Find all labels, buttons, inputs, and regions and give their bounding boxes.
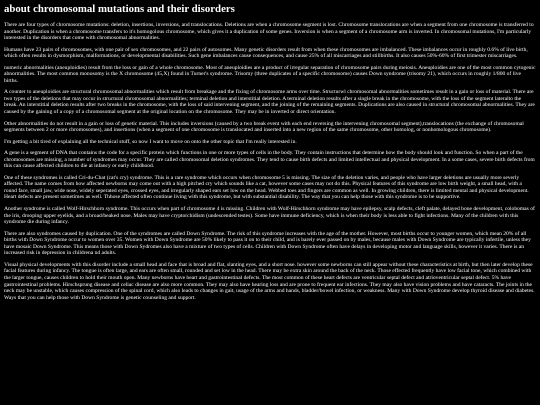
paragraph-deletion-syndromes: A gene is a segment of DNA that contains the code for a specific protein which functions in one or more types of cells in the body. They contain instructions that determine how the body should look and function. So when a part of the chromosomes are missing, a number of syndromes may occur. They are called chromosomal deletion syndromes. They tend to cause birth defects and limited intellectual and physical development. In a some cases, severe birth defects from this can cause affected children to die at infancy or early childhood.: [4, 150, 535, 170]
paragraph-down-syndrome: There are also syndromes caused by duplication. One of the syndromes are called Down Syndrome. The risk of this syndrome increases with the age of the mother. However, most births occur to younger women, which mean 20% of all births with Down Syndrome occur to women over 35. Women with Down Syndrome are 50% likely to pass it on to their child, and is barely ever passed on by males, because males with Down Syndrome are typically infertile, unless they have mosaic Down Syndrome. This means those with Down Sydromes also have a mixture of two types of cells. Children with Down Syndrome often have delays in developing motor and language skills, however it varies. There is an increased risk in depression in childrena nd adults.: [4, 230, 531, 257]
paragraph-chromosome-pairs: Humans have 23 pairs of chromosomes, with one pair of sex chromosomes, and 22 pairs of autosomes. Many genetic disorders result from when these chromosomes are imbalanced. These imbalances occur in roughly 0.6% of live birth, which often results in dysmorphism, malformations, or developmental disabilities. Such gene imbalances cause consequences, and cause 25% of all miscarriages and stillbirths. It also causes 50%-60% of first trimester miscarriages.: [4, 46, 528, 60]
paragraph-wolf-hirschhorn: Another syndrome is called Wolf-Hirschhorn syndrome. This occurs when part of chromosome 4 is missing. Children with Wolf-Hirschhorn syndrome may have epilepsy, scalp defects, cleft palate, delayed bone development, colobomas of the iris, drooping upper eyelids, and a broad/beaked nose. Males may have cryptorchidism (undescended testes). Some have immune deficiency, which is when their body is less able to fight infections. Many of the children with this syndrome die during infancy.: [4, 206, 535, 226]
paragraph-aneuploidies: numeric abnormalities (aneuploidies) result from the loss or gain of a whole chromosome. Most of aneuploidies are a product of irregular separation of chromosome pairs during meiosis. Aneuploidies are one of the most common cytogenic abnormalities. The most common monosomy is the X chromosome (45,X) found in Turner's syndrome. Trisomy (three duplicates of a specific chromosome) causes Down syndrome (trisomy 21), which occurs in roughly 1/800 of live births.: [4, 64, 536, 84]
paragraph-down-syndrome-features: Visual physical developments with this disorder include a small head and face that is broad and flat, slanting eyes, and a short nose. however some newborns can still appear without these characteristics at birth, but then later develop these facial features during infancy. The tongue is often large, and ears are often small, rounded and set low in the head. There may be extra skin around the back of the neck. Those effected frequently have low facial tone, which combined with the larger tongue, causes children to hold their mouth open. Many newborns have heart and gastrointestinal defects. The most common of these heart defects are ventricular septal defect and atrioventricular septal defect. 5% have gastrointestinal problems. Hirschsprung disease and celiac disease are also more common. They may also have hearing loss and are prone to frequent ear infections. They may also have vision problems and have cataracts. The joints in the neck may be unstable, which causes compression of the spinal cord, which also leads to changes in gait, usage of the arms and hands, bladder/bowel infection, or weakness. Many with Down Syndrome develop thyroid disease and diabetes. Ways that you can help those with Down Syndrome is genetic counseling and support.: [4, 261, 535, 301]
paragraph-mutation-types: There are four types of chromosome mutations: deletion, insertions, inversions, and translocations. Deletions are when a chromosome segment is lost. Chromosome translocations are when a segment from one chromosome is transferred to another. Duplication is when a chromosome transfers to it's homogolous chromosome, which gives it a duplication of some genes. Inversion is when a segment of a chromosome arm is inverted. In chromosomal mutations, I'm particularly interested in the disorders that come with chromosomal abnormalities.: [4, 22, 534, 42]
document-body: [4, 22, 536, 301]
page-title: about chromosomal mutations and their disorders: [4, 3, 235, 15]
paragraph-structural-abnormalities: A counter to aneuploidies are structural chromosomal abnormalities which result from breakage and the fixing of chromosome arms over time. Structurwl chromosomal abnormalities sometimes result in a gain or loss of material. There are two types of the deletions that may occur in structural chromosomal abnormalities; terminal deletion and interstitial deletion. A terminal deletion results after a single break in the chromosome, with the loss of the segment lateralto the break. An interstitial deletion results after two breaks in the chromosome, with the loss of said intervening segment, and the joining of the remaining segments. Duplications are also caused in structural chromosomal abnormalities. They are caused by the gaining of a copy of a chromosomal segment at the original location on the chromosome. They may be in inverted or direct orientation.: [4, 89, 535, 116]
paragraph-cri-du-chat: One of these syndromes is called Cri-du-Chat (cat's cry) syndrome. This is a rare syndrome which occurs when chromosome 5 is missing. The size of the deletion varies, and people who have larger deletions are usually more severly affected. The name comes from how affected newborns may come out with a high pitched cry which sounds like a cat, however some cases may not do this. Physical features of this syndrome are low birth weight, a small head, with a round face, small jaw, wide nose, widely seperated eyes, crossed eyes, and irregularly shaped ears set low on the head. Webbed toes and fingers are common as well. In growing children, there is limited mental and physical development. Heart defects are present sometimes as well. Thhose affected often continue living with this syndrome, but with substantial disability. The way that you can help those with this syndrome is to be supportive.: [4, 174, 529, 201]
paragraph-transition: I'm getting a bit tired of explaining all the technical stuff, so now I want to move on onto the other topic that I'm really interested in.: [4, 138, 297, 145]
paragraph-balanced-abnormalities: Other abnormalities do not result in a gain or loss of genetic material. This includes inversions (caused by a two break event with each end reversing the intervening chromosomal segment),translocations (the exchange of chromosomal segments between 2 or more chromosomes), and insertions (when a segment of one chromosome is translocated and inserted into a new region of the same chromosome, other homolog, or nonhomologous chromosome).: [4, 120, 524, 134]
